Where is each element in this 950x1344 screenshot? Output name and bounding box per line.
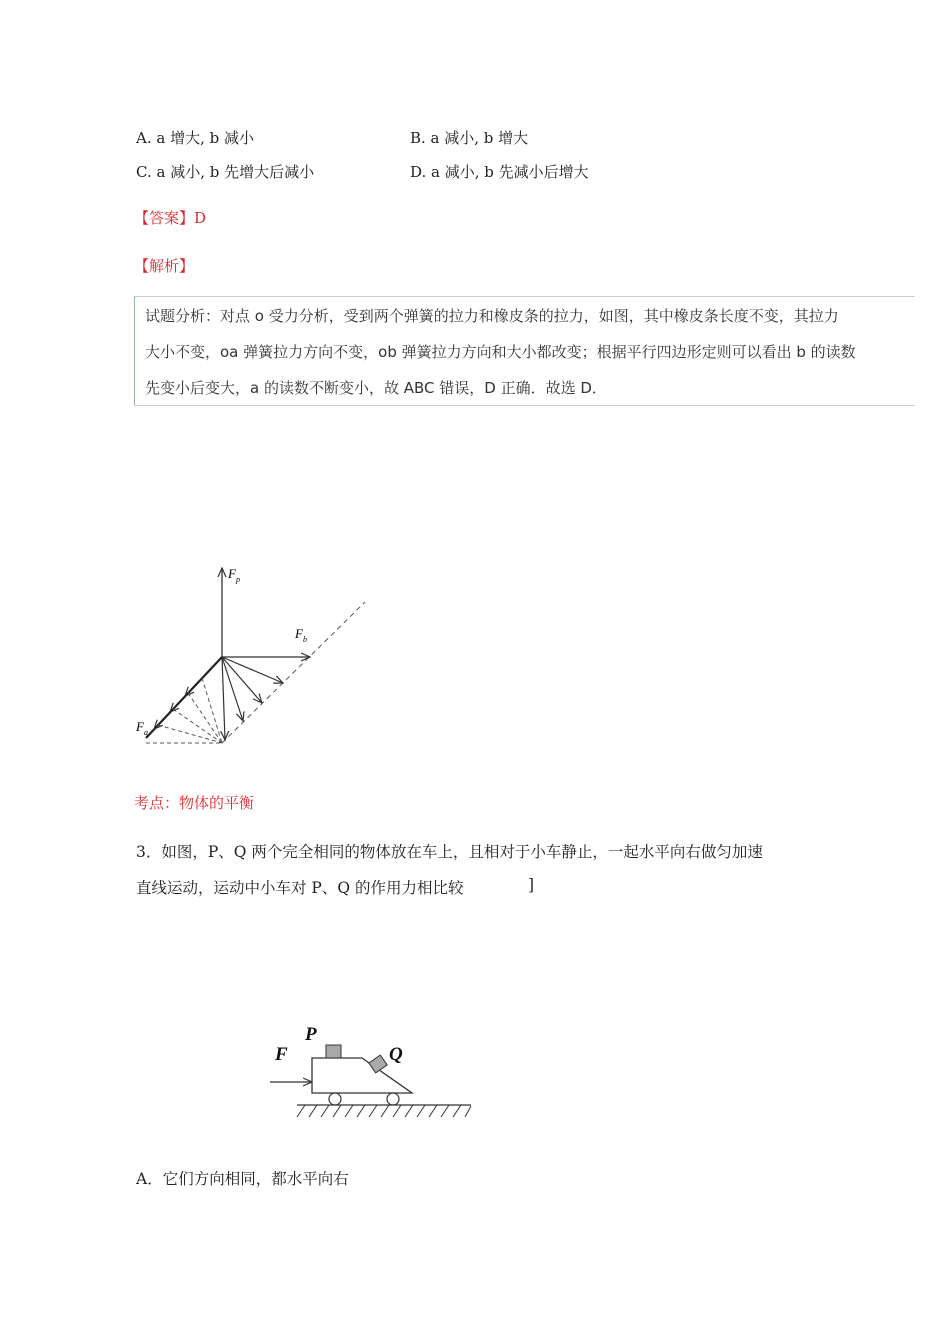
closure-dashed-2 bbox=[202, 678, 222, 743]
p-block bbox=[326, 1045, 341, 1058]
p-label: P bbox=[305, 1024, 317, 1045]
force-diagram bbox=[130, 560, 380, 755]
option-c: C. a 减小, b 先增大后减小 bbox=[136, 163, 315, 181]
analysis-line-3: 先变小后变大，a 的读数不断变小，故 ABC 错误，D 正确．故选 D． bbox=[145, 379, 607, 397]
answer-label: 【答案】D bbox=[134, 209, 207, 227]
question3-line1: 3．如图，P、Q 两个完全相同的物体放在车上，且相对于小车静止，一起水平向右做匀加速 bbox=[136, 843, 763, 861]
analysis-line-2: 大小不变，oa 弹簧拉力方向不变，ob 弹簧拉力方向和大小都改变；根据平行四边形定则可以看出 b 的读数 bbox=[145, 343, 856, 361]
f-label: F bbox=[275, 1044, 288, 1065]
analysis-box bbox=[134, 296, 915, 406]
fa-label: $F_a$ bbox=[136, 719, 148, 737]
fb-label: $F_b$ bbox=[295, 626, 307, 644]
option-a: A. a 增大, b 减小 bbox=[136, 129, 254, 147]
analysis-line-1: 试题分析：对点 o 受力分析，受到两个弹簧的拉力和橡皮条的拉力，如图，其中橡皮条长度不变，其拉力 bbox=[145, 307, 839, 325]
closure-dashed-4 bbox=[173, 709, 222, 743]
fb-arrow-4 bbox=[222, 657, 243, 721]
closure-dashed-5 bbox=[158, 725, 222, 743]
fb-arrow-2 bbox=[222, 657, 283, 683]
kaodian-label: 考点：物体的平衡 bbox=[134, 794, 255, 812]
locus-dashed-line bbox=[222, 602, 365, 743]
wheel-left bbox=[329, 1093, 341, 1105]
closure-dashed-3 bbox=[188, 693, 222, 743]
question3-option-a: A．它们方向相同，都水平向右 bbox=[136, 1170, 349, 1188]
option-d: D. a 减小, b 先减小后增大 bbox=[410, 163, 589, 181]
question3-line2: 直线运动，运动中小车对 P、Q 的作用力相比较 bbox=[136, 879, 464, 897]
option-b: B. a 减小, b 增大 bbox=[410, 129, 529, 147]
fb-arrow-3 bbox=[222, 657, 262, 703]
q-label: Q bbox=[389, 1044, 403, 1065]
wheel-right bbox=[387, 1093, 399, 1105]
fp-label: $F_p$ bbox=[228, 566, 240, 584]
question3-bracket: ] bbox=[528, 876, 535, 894]
analysis-label: 【解析】 bbox=[134, 257, 195, 275]
cart-diagram bbox=[265, 1018, 480, 1128]
ground-hatching bbox=[297, 1105, 471, 1117]
fb-arrow-5 bbox=[222, 657, 225, 740]
